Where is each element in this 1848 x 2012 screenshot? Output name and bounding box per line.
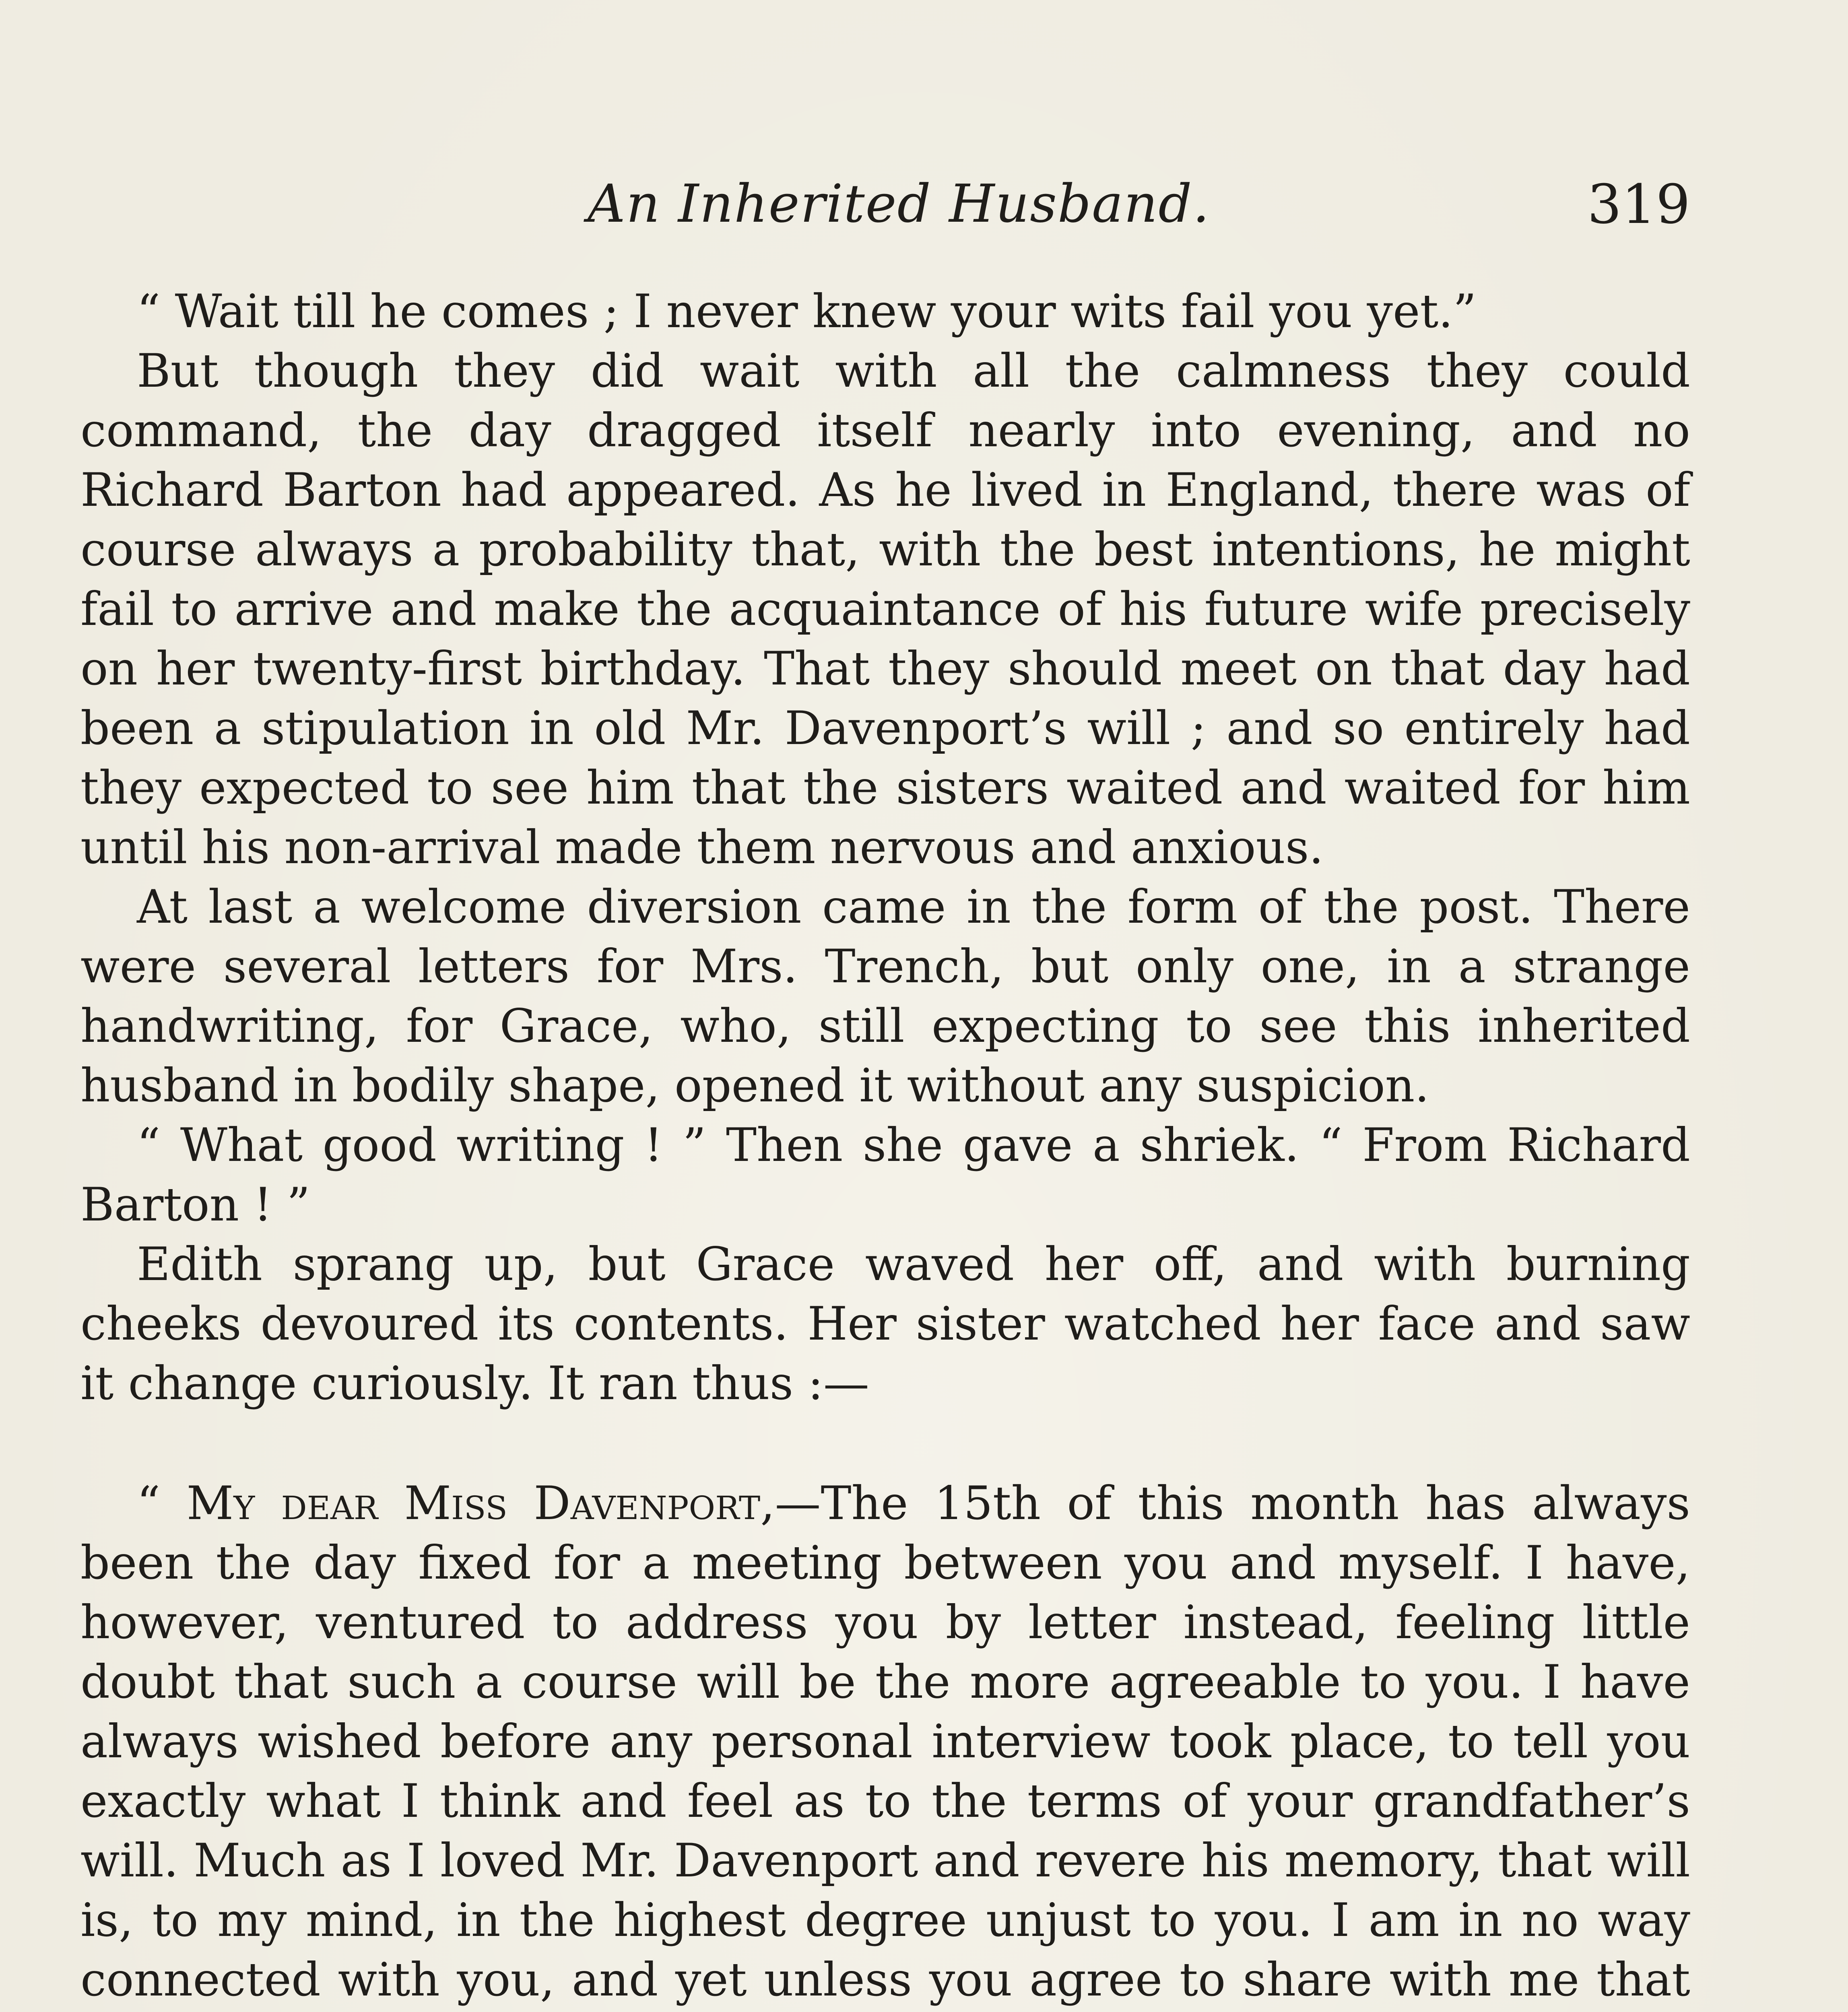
paragraph-4: “ What good writing ! ” Then she gave a shriek. “ From Richard Barton ! ” [80, 1118, 1690, 1231]
paragraph-1: “ Wait till he comes ; I never knew your wits fail you yet.” [137, 284, 1477, 338]
paragraph-3: At last a welcome diversion came in the form of the post. There were several letters for Mrs. Trench, but only one, in a strange handwriting, for Grace, who, still expecting to see this inherited husband in bodily shape, opened it without any suspicion. [80, 880, 1690, 1112]
body-text [80, 282, 1690, 2012]
page-number: 319 [1587, 173, 1690, 236]
running-head [80, 169, 1690, 249]
paragraph-5: Edith sprang up, but Grace waved her off, and with burning cheeks devoured its contents. Her sister watched her face and saw it change curiously. It ran thus :— [80, 1237, 1690, 1410]
paragraph-2: But though they did wait with all the calmness they could command, the day dragged itself nearly into evening, and no Richard Barton had appeared. As he lived in England, there was of course always a probability that, with the best intentions, he might fail to arrive and make the acquaintance of his future wife precisely on her twenty-first birthday. That they should meet on that day had been a stipulation in old Mr. Davenport’s will ; and so entirely had they expected to see him that the sisters waited and waited for him until his non-arrival made them nervous and anxious. [80, 344, 1690, 874]
letter-text: —The 15th of this month has always been the day fixed for a meeting between you and myself. I have, however, ventured to address you by letter instead, feeling little doubt that such a course will be the more agreeable to you. I have always wished before any personal interview took place, to tell you exactly what I think and feel as to the terms of your grandfather’s will. Much as I loved Mr. Davenport and revere his memory, that will is, to my mind, in the highest degree unjust to you. I am in no way connected with you, and yet unless you agree to share with me that [80, 1476, 1690, 2006]
letter-salutation: “ My dear Miss Davenport, [137, 1476, 775, 1530]
running-title: An Inherited Husband. [588, 173, 1210, 234]
letter-paragraph [80, 1474, 1690, 2012]
